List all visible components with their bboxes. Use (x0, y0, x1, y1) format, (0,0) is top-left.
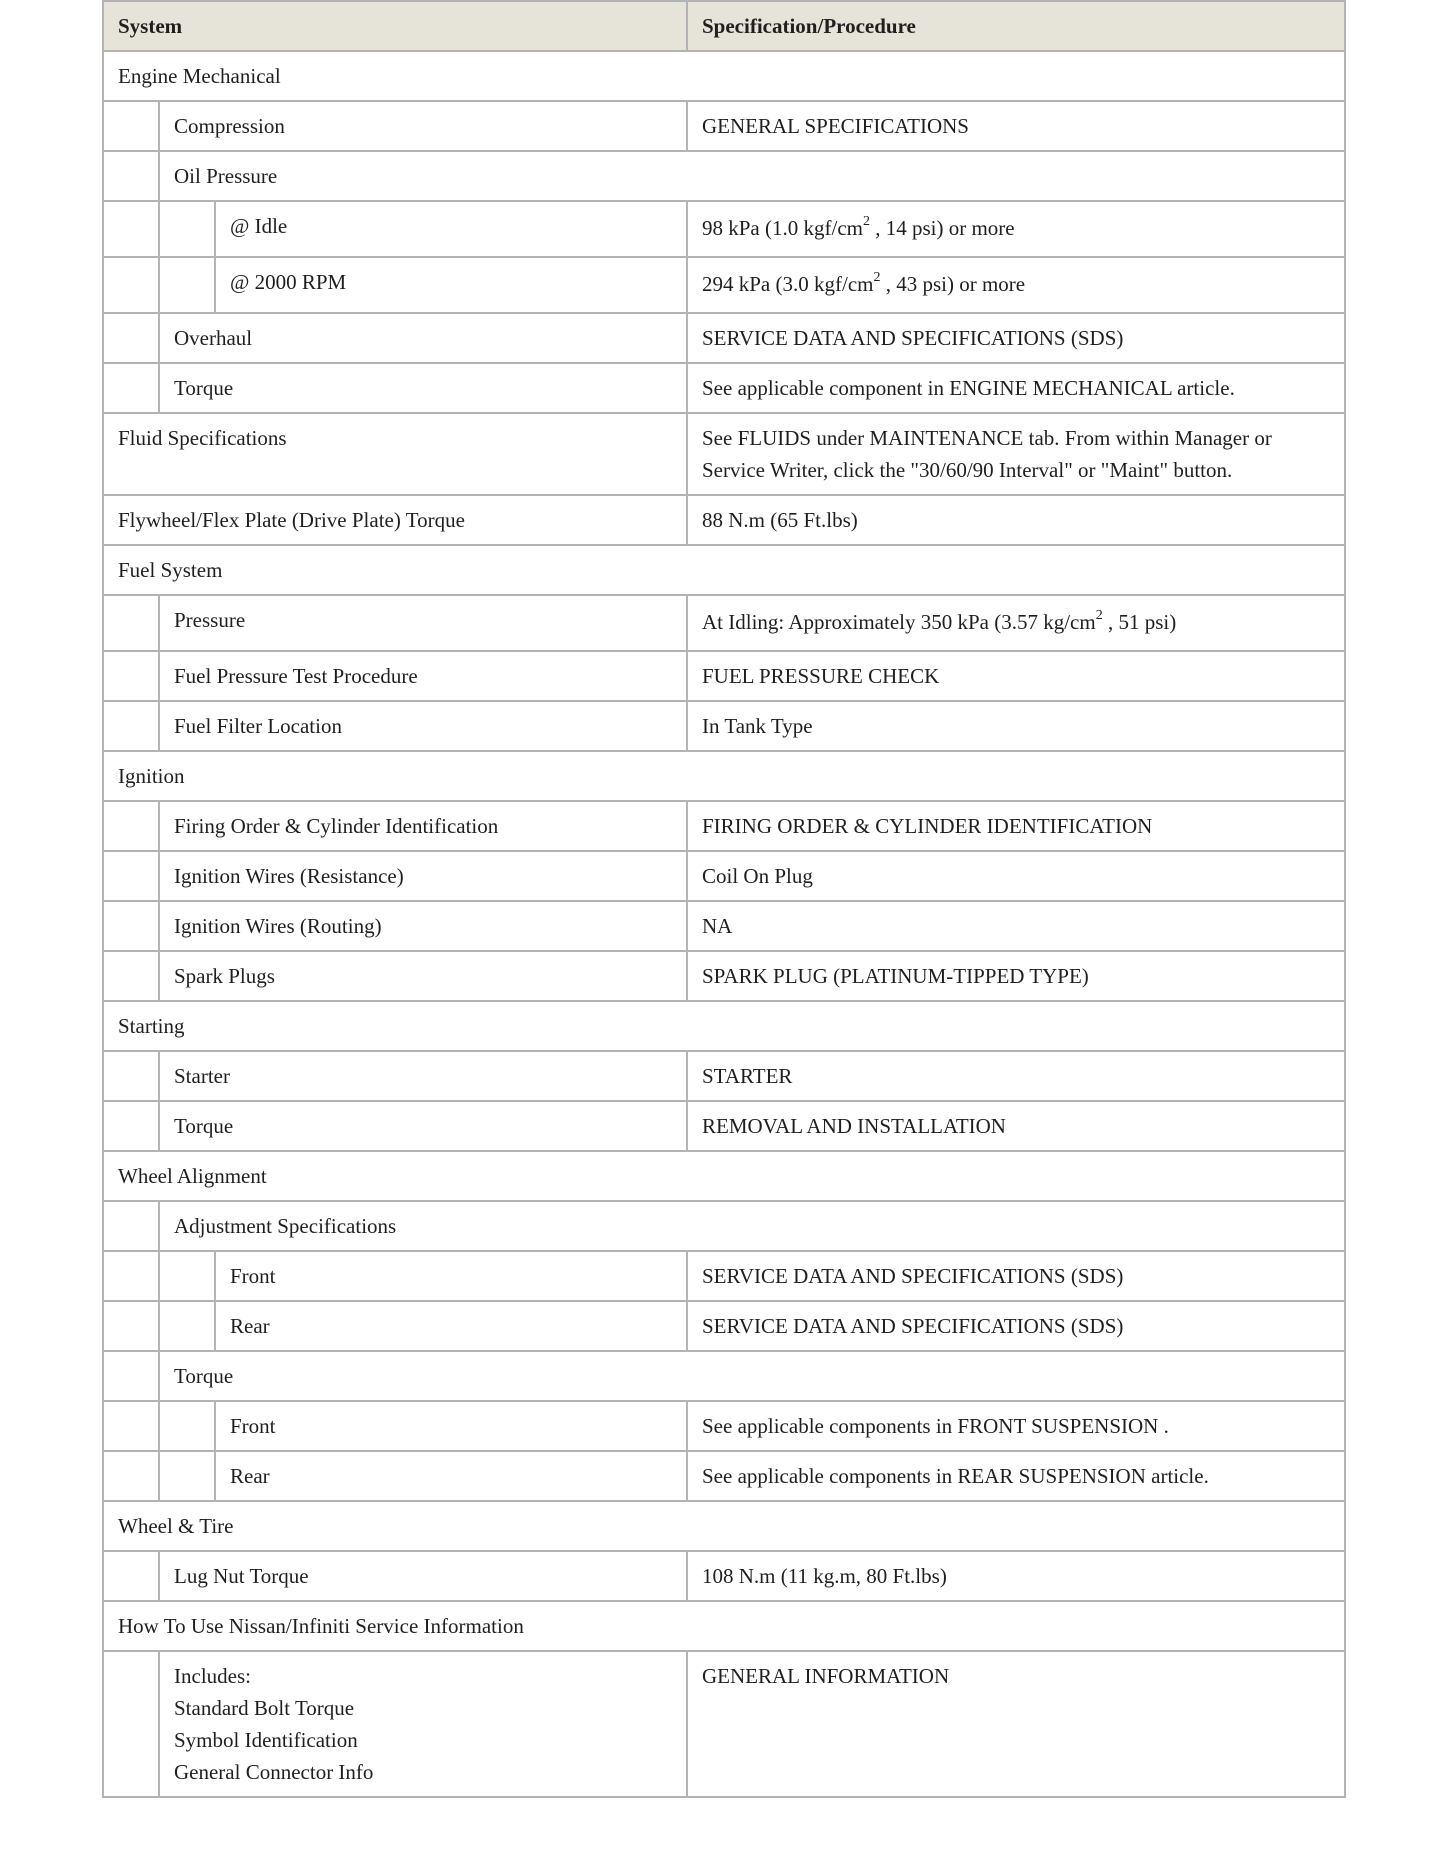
table-row (103, 1401, 1345, 1451)
indent-cell (103, 1451, 159, 1501)
table-row (103, 201, 1345, 257)
includes-line: General Connector Info (174, 1760, 374, 1784)
superscript: 2 (862, 214, 870, 229)
section-label: Wheel Alignment (103, 1151, 1345, 1201)
section-row-service-information (103, 1601, 1345, 1651)
superscript: 2 (873, 270, 881, 285)
row-value: REMOVAL AND INSTALLATION (687, 1101, 1345, 1151)
section-label: Engine Mechanical (103, 51, 1345, 101)
row-value: In Tank Type (687, 701, 1345, 751)
value-text: , 43 psi) or more (880, 272, 1026, 296)
row-name: Torque (159, 363, 687, 413)
row-value: NA (687, 901, 1345, 951)
indent-cell (103, 1101, 159, 1151)
table-row (103, 901, 1345, 951)
row-name: Compression (159, 101, 687, 151)
table-row (103, 363, 1345, 413)
indent-cell (159, 1251, 215, 1301)
row-name: Spark Plugs (159, 951, 687, 1001)
indent-cell (103, 151, 159, 201)
table-row (103, 495, 1345, 545)
table-row (103, 1251, 1345, 1301)
table-row (103, 651, 1345, 701)
table-row (103, 1451, 1345, 1501)
row-value: SERVICE DATA AND SPECIFICATIONS (SDS) (687, 1251, 1345, 1301)
row-name: Flywheel/Flex Plate (Drive Plate) Torque (103, 495, 687, 545)
row-name: Front (215, 1401, 687, 1451)
indent-cell (103, 363, 159, 413)
row-value (687, 201, 1345, 257)
indent-cell (103, 701, 159, 751)
row-value: See applicable component in ENGINE MECHANICAL article. (687, 363, 1345, 413)
table-header-row (103, 1, 1345, 51)
row-value: See FLUIDS under MAINTENANCE tab. From within Manager or Service Writer, click the "30/60/90 Interval" or "Maint" button. (687, 413, 1345, 495)
section-row-starting (103, 1001, 1345, 1051)
value-text: , 51 psi) (1102, 610, 1177, 634)
indent-cell (103, 101, 159, 151)
indent-cell (103, 201, 159, 257)
indent-cell (103, 313, 159, 363)
row-name: Front (215, 1251, 687, 1301)
section-label: How To Use Nissan/Infiniti Service Information (103, 1601, 1345, 1651)
indent-cell (103, 801, 159, 851)
section-label: Wheel & Tire (103, 1501, 1345, 1551)
row-value: See applicable components in FRONT SUSPENSION . (687, 1401, 1345, 1451)
indent-cell (103, 1651, 159, 1797)
value-text: 294 kPa (3.0 kgf/cm (702, 272, 874, 296)
row-name: Firing Order & Cylinder Identification (159, 801, 687, 851)
row-name: Ignition Wires (Resistance) (159, 851, 687, 901)
indent-cell (103, 851, 159, 901)
table-row (103, 101, 1345, 151)
subsection-label: Torque (159, 1351, 1345, 1401)
value-text: At Idling: Approximately 350 kPa (3.57 kg/cm (702, 610, 1096, 634)
row-name: Fluid Specifications (103, 413, 687, 495)
indent-cell (159, 1451, 215, 1501)
table-row (103, 1101, 1345, 1151)
table-row (103, 801, 1345, 851)
indent-cell (103, 595, 159, 651)
indent-cell (103, 1051, 159, 1101)
indent-cell (103, 651, 159, 701)
table-row (103, 595, 1345, 651)
includes-line: Includes: (174, 1664, 251, 1688)
section-label: Starting (103, 1001, 1345, 1051)
indent-cell (103, 951, 159, 1001)
indent-cell (103, 1351, 159, 1401)
row-name: Fuel Pressure Test Procedure (159, 651, 687, 701)
table-row (103, 413, 1345, 495)
section-label: Ignition (103, 751, 1345, 801)
superscript: 2 (1095, 608, 1103, 623)
section-row-fuel-system (103, 545, 1345, 595)
subsection-label: Adjustment Specifications (159, 1201, 1345, 1251)
table-row (103, 951, 1345, 1001)
row-name: Ignition Wires (Routing) (159, 901, 687, 951)
table-row (103, 257, 1345, 313)
table-row (103, 701, 1345, 751)
specifications-table (102, 0, 1346, 1798)
includes-line: Standard Bolt Torque (174, 1696, 355, 1720)
row-value: GENERAL INFORMATION (687, 1651, 1345, 1797)
header-specification: Specification/Procedure (687, 1, 1345, 51)
indent-cell (103, 1251, 159, 1301)
row-value: Coil On Plug (687, 851, 1345, 901)
table-row (103, 1301, 1345, 1351)
row-value: 108 N.m (11 kg.m, 80 Ft.lbs) (687, 1551, 1345, 1601)
row-value: SERVICE DATA AND SPECIFICATIONS (SDS) (687, 1301, 1345, 1351)
subsection-row-oil-pressure (103, 151, 1345, 201)
row-name: Lug Nut Torque (159, 1551, 687, 1601)
includes-line: Symbol Identification (174, 1728, 358, 1752)
includes-list (159, 1651, 687, 1797)
indent-cell (159, 1401, 215, 1451)
row-value (687, 257, 1345, 313)
indent-cell (159, 1301, 215, 1351)
section-row-wheel-tire (103, 1501, 1345, 1551)
subsection-label: Oil Pressure (159, 151, 1345, 201)
row-value: 88 N.m (65 Ft.lbs) (687, 495, 1345, 545)
row-name: Overhaul (159, 313, 687, 363)
indent-cell (103, 1301, 159, 1351)
table-row (103, 1651, 1345, 1797)
row-name: @ 2000 RPM (215, 257, 687, 313)
row-name: Rear (215, 1301, 687, 1351)
indent-cell (159, 257, 215, 313)
section-label: Fuel System (103, 545, 1345, 595)
row-name: Fuel Filter Location (159, 701, 687, 751)
row-name: Starter (159, 1051, 687, 1101)
indent-cell (103, 1401, 159, 1451)
subsection-row-adjustment (103, 1201, 1345, 1251)
subsection-row-torque (103, 1351, 1345, 1401)
row-value: FIRING ORDER & CYLINDER IDENTIFICATION (687, 801, 1345, 851)
value-text: 98 kPa (1.0 kgf/cm (702, 216, 863, 240)
section-row-ignition (103, 751, 1345, 801)
row-value: STARTER (687, 1051, 1345, 1101)
header-system: System (103, 1, 687, 51)
indent-cell (159, 201, 215, 257)
indent-cell (103, 257, 159, 313)
row-name: Rear (215, 1451, 687, 1501)
row-name: Torque (159, 1101, 687, 1151)
indent-cell (103, 1201, 159, 1251)
section-row-wheel-alignment (103, 1151, 1345, 1201)
row-name: @ Idle (215, 201, 687, 257)
section-row-engine-mechanical (103, 51, 1345, 101)
indent-cell (103, 1551, 159, 1601)
value-text: , 14 psi) or more (869, 216, 1015, 240)
row-value: See applicable components in REAR SUSPENSION article. (687, 1451, 1345, 1501)
table-row (103, 1551, 1345, 1601)
row-name: Pressure (159, 595, 687, 651)
table-row (103, 851, 1345, 901)
row-value: GENERAL SPECIFICATIONS (687, 101, 1345, 151)
row-value (687, 595, 1345, 651)
table-row (103, 313, 1345, 363)
row-value: FUEL PRESSURE CHECK (687, 651, 1345, 701)
row-value: SERVICE DATA AND SPECIFICATIONS (SDS) (687, 313, 1345, 363)
indent-cell (103, 901, 159, 951)
row-value: SPARK PLUG (PLATINUM-TIPPED TYPE) (687, 951, 1345, 1001)
table-row (103, 1051, 1345, 1101)
